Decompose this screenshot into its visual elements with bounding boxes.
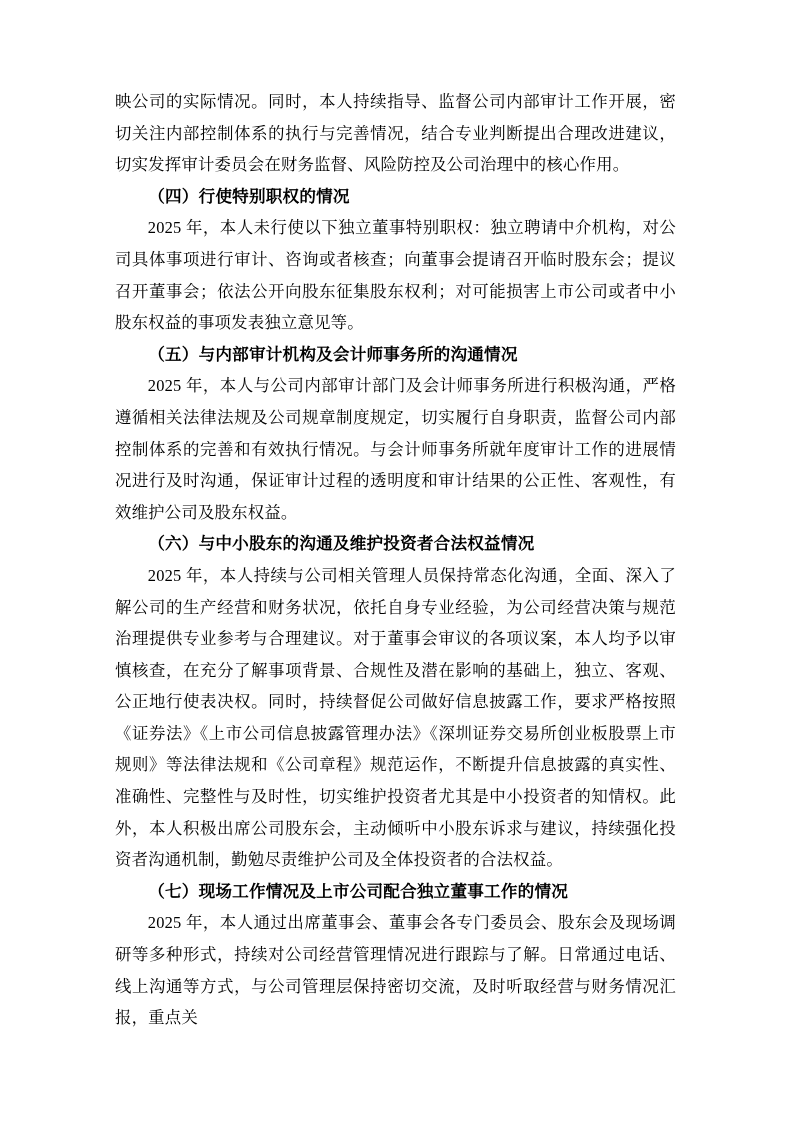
body-paragraph: 映公司的实际情况。同时，本人持续指导、监督公司内部审计工作开展，密切关注内部控制体系的执行与完善情况，结合专业判断提出合理改进建议，切实发挥审计委员会在财务监督、风险防控及公司治理中的核心作用。: [115, 92, 676, 175]
section-heading: （六）与中小股东的沟通及维护投资者合法权益情况: [148, 534, 535, 554]
section-heading: （五）与内部审计机构及会计师事务所的沟通情况: [148, 344, 518, 364]
document-body: [115, 86, 676, 1034]
body-paragraph: 2025 年，本人未行使以下独立董事特别职权：独立聘请中介机构，对公司具体事项进行审计、咨询或者核查；向董事会提请召开临时股东会；提议召开董事会；依法公开向股东征集股东权利；对可能损害上市公司或者中小股东权益的事项发表独立意见等。: [115, 218, 676, 333]
body-paragraph: 2025 年，本人持续与公司相关管理人员保持常态化沟通，全面、深入了解公司的生产经营和财务状况，依托自身专业经验，为公司经营决策与规范治理提供专业参考与合理建议。对于董事会审议的各项议案，本人均予以审慎核查，在充分了解事项背景、合规性及潜在影响的基础上，独立、客观、公正地行使表决权。同时，持续督促公司做好信息披露工作，要求严格按照《证券法》《上市公司信息披露管理办法》《深圳证券交易所创业板股票上市规则》等法律法规和《公司章程》规范运作，不断提升信息披露的真实性、准确性、完整性与及时性，切实维护投资者尤其是中小投资者的知情权。此外，本人积极出席公司股东会，主动倾听中小股东诉求与建议，持续强化投资者沟通机制，勤勉尽责维护公司及全体投资者的合法权益。: [115, 565, 676, 870]
body-paragraph: 2025 年，本人与公司内部审计部门及会计师事务所进行积极沟通，严格遵循相关法律法规及公司规章制度规定，切实履行自身职责，监督公司内部控制体系的完善和有效执行情况。与会计师事务所就年度审计工作的进展情况进行及时沟通，保证审计过程的透明度和审计结果的公正性、客观性，有效维护公司及股东权益。: [115, 376, 676, 522]
section-heading: （七）现场工作情况及上市公司配合独立董事工作的情况: [148, 881, 569, 901]
body-paragraph: 2025 年，本人通过出席董事会、董事会各专门委员会、股东会及现场调研等多种形式，持续对公司经营管理情况进行跟踪与了解。日常通过电话、线上沟通等方式，与公司管理层保持密切交流，及时听取经营与财务情况汇报，重点关: [115, 913, 676, 1028]
section-heading: （四）行使特别职权的情况: [148, 186, 350, 206]
